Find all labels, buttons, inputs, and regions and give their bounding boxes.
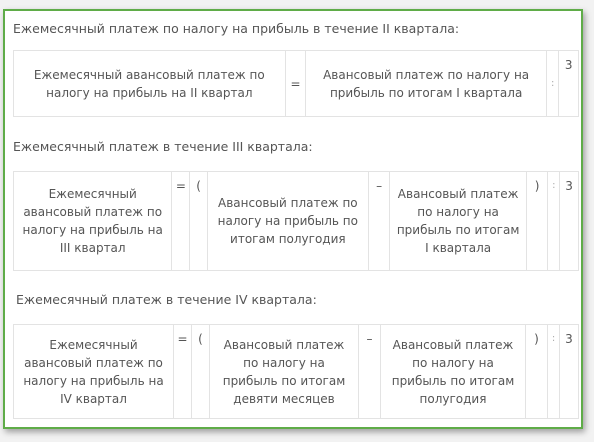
equals-sign: = (285, 51, 306, 117)
left-paren: ( (190, 172, 208, 271)
formula-table-q3 (13, 171, 579, 271)
lhs-cell: Ежемесячный авансовый платеж по налогу на прибыль на II квартал (14, 51, 286, 117)
divisor-cell: 3 (560, 325, 579, 419)
lhs-cell: Ежемесячный авансовый платеж по налогу на прибыль на III квартал (14, 172, 172, 271)
term-cell: Авансовый платеж по налогу на прибыль по итогам I квартала (306, 51, 547, 117)
lhs-cell: Ежемесячный авансовый платеж по налогу на прибыль на IV квартал (14, 325, 174, 419)
divide-sign: : (548, 172, 560, 271)
divisor-cell: 3 (559, 51, 579, 117)
term-cell: Авансовый платеж по налогу на прибыль по итогам девяти месяцев (210, 325, 359, 419)
term-cell: Авансовый платеж по налогу на прибыль по итогам полугодия (381, 325, 526, 419)
equals-sign: = (172, 172, 190, 271)
equals-sign: = (174, 325, 192, 419)
minus-sign: – (368, 172, 390, 271)
divide-sign: : (548, 325, 560, 419)
term-cell: Авансовый платеж по налогу на прибыль по итогам I квартала (390, 172, 527, 271)
formula-table-q2 (13, 50, 579, 117)
divisor-cell: 3 (560, 172, 579, 271)
term-cell: Авансовый платеж по налогу на прибыль по итогам полугодия (207, 172, 368, 271)
right-paren: ) (526, 172, 548, 271)
left-paren: ( (192, 325, 210, 419)
heading-q4: Ежемесячный платеж в течение IV квартала: (16, 292, 317, 307)
heading-q3: Ежемесячный платеж в течение III квартала: (13, 139, 313, 154)
heading-q2: Ежемесячный платеж по налогу на прибыль в течение II квартала: (13, 21, 460, 36)
divide-sign: : (546, 51, 558, 117)
minus-sign: – (359, 325, 381, 419)
right-paren: ) (526, 325, 548, 419)
document-frame (3, 9, 583, 429)
formula-table-q4 (13, 324, 579, 419)
